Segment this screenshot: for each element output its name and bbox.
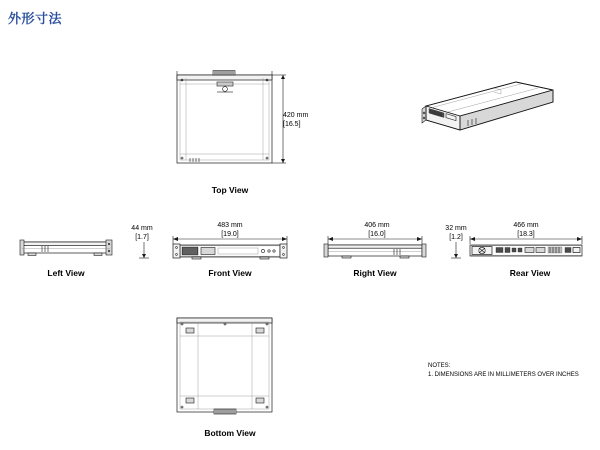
top-view-caption: Top View [211,185,249,195]
rear-width-inch: [18.3] [517,230,535,238]
rear-view-width-dimension [497,222,555,240]
left-view-caption: Left View [47,268,85,278]
left-height-dimension-arrow [138,242,150,264]
left-height-mm: 44 mm [131,225,153,232]
left-height-inch: [1.7] [135,233,149,241]
front-width-inch: [19.0] [221,230,239,238]
rear-width-mm: 466 mm [513,222,539,229]
right-view-caption: Right View [353,268,397,278]
right-depth-mm: 406 mm [364,222,390,229]
rear-view-caption: Rear View [509,268,551,278]
page-title: 外形寸法 [8,11,63,26]
front-width-mm: 483 mm [217,222,243,229]
rear-height-inch: [1.2] [449,233,463,241]
rear-height-mm: 32 mm [445,225,467,232]
front-view-width-dimension [198,222,262,240]
left-view-height-dimension [124,225,160,243]
rear-view-drawing [462,236,588,262]
right-view-depth-dimension [352,222,402,240]
top-depth-inch: [16.5] [283,120,301,128]
front-view-drawing [168,236,292,262]
notes-heading: NOTES: [428,363,451,369]
top-view-depth-dimension [283,112,317,130]
bottom-view-caption: Bottom View [204,428,256,438]
left-view-drawing [18,238,114,260]
front-view-caption: Front View [208,268,252,278]
bottom-view-drawing [170,312,290,424]
right-depth-inch: [16.0] [368,230,386,238]
rear-view-height-dimension [440,225,472,243]
notes-block [428,362,579,380]
isometric-view-drawing [398,78,558,148]
top-view-drawing [170,70,290,170]
right-view-drawing [320,236,430,262]
rear-height-dimension-arrow [450,242,462,264]
top-depth-mm: 420 mm [283,112,309,119]
notes-line-1: 1. DIMENSIONS ARE IN MILLIMETERS OVER INCHES [428,372,579,378]
